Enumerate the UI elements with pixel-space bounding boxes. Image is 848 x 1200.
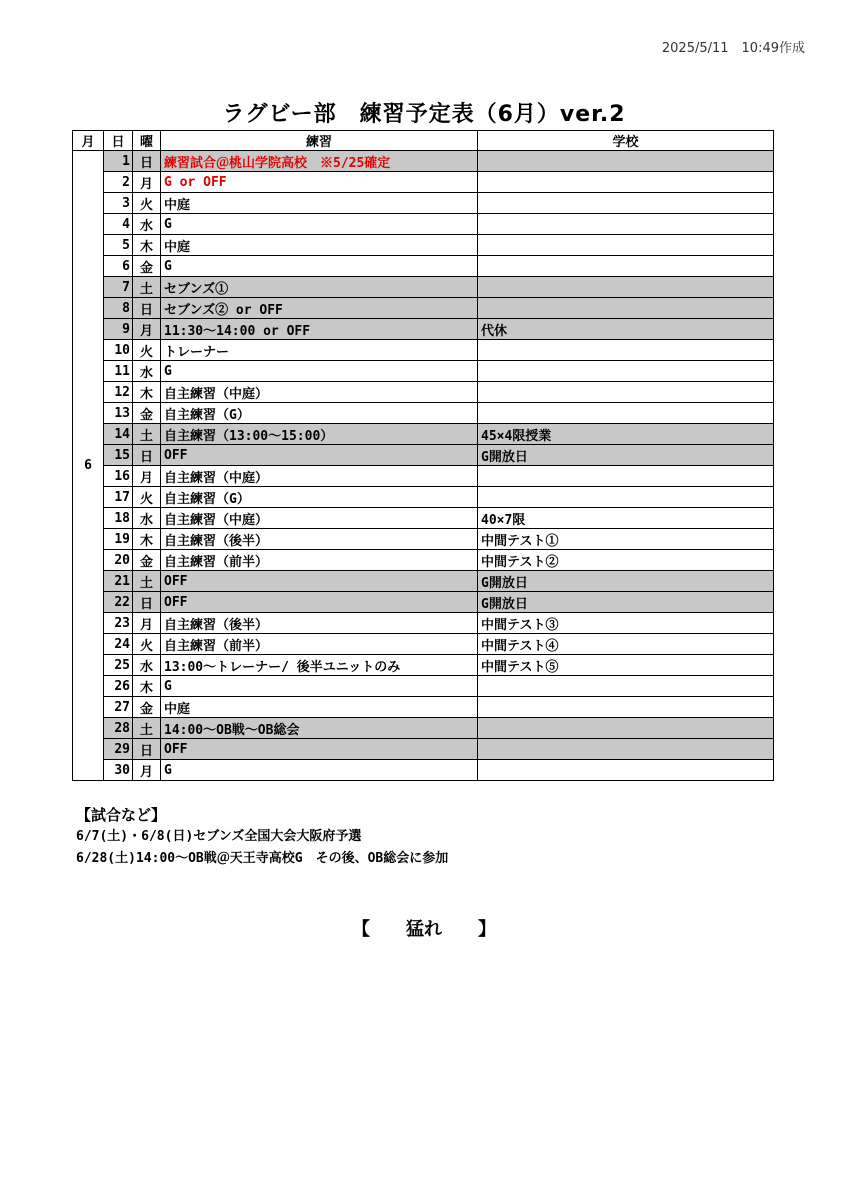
schedule-table	[72, 130, 774, 781]
day-cell: 4	[104, 214, 133, 235]
practice-cell: 自主練習（後半）	[161, 613, 478, 634]
school-cell: 中間テスト④	[478, 634, 774, 655]
school-cell	[478, 676, 774, 697]
school-cell	[478, 340, 774, 361]
weekday-cell: 火	[133, 340, 161, 361]
practice-cell: 自主練習（G）	[161, 403, 478, 424]
school-cell	[478, 235, 774, 256]
table-row	[73, 655, 774, 676]
day-cell: 13	[104, 403, 133, 424]
notes-line: 6/28(土)14:00～OB戦＠天王寺高校G その後、OB総会に参加	[76, 851, 449, 866]
weekday-cell: 水	[133, 361, 161, 382]
practice-cell: 自主練習（中庭）	[161, 508, 478, 529]
table-row	[73, 466, 774, 487]
day-cell: 24	[104, 634, 133, 655]
weekday-cell: 火	[133, 487, 161, 508]
day-cell: 7	[104, 277, 133, 298]
weekday-cell: 月	[133, 172, 161, 193]
header-day: 日	[104, 131, 133, 151]
weekday-cell: 水	[133, 655, 161, 676]
table-row	[73, 298, 774, 319]
table-row	[73, 235, 774, 256]
school-cell: 中間テスト⑤	[478, 655, 774, 676]
school-cell	[478, 739, 774, 760]
page-title: ラグビー部 練習予定表（6月）ver.2	[222, 102, 626, 127]
practice-cell: セブンズ② or OFF	[161, 298, 478, 319]
table-header-row	[73, 131, 774, 151]
school-cell	[478, 466, 774, 487]
day-cell: 26	[104, 676, 133, 697]
table-row	[73, 676, 774, 697]
day-cell: 14	[104, 424, 133, 445]
school-cell	[478, 277, 774, 298]
school-cell: 中間テスト③	[478, 613, 774, 634]
day-cell: 19	[104, 529, 133, 550]
day-cell: 2	[104, 172, 133, 193]
table-row	[73, 613, 774, 634]
school-cell	[478, 382, 774, 403]
table-row	[73, 634, 774, 655]
day-cell: 5	[104, 235, 133, 256]
header-school: 学校	[478, 131, 774, 151]
practice-cell: OFF	[161, 445, 478, 466]
day-cell: 18	[104, 508, 133, 529]
weekday-cell: 土	[133, 571, 161, 592]
table-row	[73, 508, 774, 529]
school-cell	[478, 193, 774, 214]
practice-cell: G	[161, 361, 478, 382]
practice-cell: 自主練習（後半）	[161, 529, 478, 550]
day-cell: 30	[104, 760, 133, 781]
school-cell	[478, 256, 774, 277]
day-cell: 10	[104, 340, 133, 361]
school-cell	[478, 214, 774, 235]
day-cell: 27	[104, 697, 133, 718]
school-cell: 45×4限授業	[478, 424, 774, 445]
day-cell: 22	[104, 592, 133, 613]
practice-cell: 中庭	[161, 235, 478, 256]
table-row	[73, 319, 774, 340]
weekday-cell: 月	[133, 466, 161, 487]
school-cell: 中間テスト②	[478, 550, 774, 571]
school-cell: G開放日	[478, 592, 774, 613]
notes-section	[76, 804, 448, 870]
header-practice: 練習	[161, 131, 478, 151]
school-cell: 代休	[478, 319, 774, 340]
practice-cell: 自主練習（中庭）	[161, 466, 478, 487]
notes-heading: 【試合など】	[76, 806, 167, 824]
table-row	[73, 172, 774, 193]
weekday-cell: 金	[133, 697, 161, 718]
month-cell: 6	[73, 151, 104, 781]
day-cell: 28	[104, 718, 133, 739]
table-row	[73, 340, 774, 361]
table-row	[73, 487, 774, 508]
practice-cell: OFF	[161, 739, 478, 760]
day-cell: 23	[104, 613, 133, 634]
practice-cell: 14:00～OB戦～OB総会	[161, 718, 478, 739]
school-cell	[478, 718, 774, 739]
table-row	[73, 718, 774, 739]
day-cell: 6	[104, 256, 133, 277]
weekday-cell: 日	[133, 298, 161, 319]
practice-cell: G	[161, 760, 478, 781]
school-cell	[478, 151, 774, 172]
table-row	[73, 214, 774, 235]
schedule-body	[73, 151, 774, 781]
table-row	[73, 403, 774, 424]
school-cell	[478, 361, 774, 382]
weekday-cell: 木	[133, 529, 161, 550]
table-row	[73, 151, 774, 172]
weekday-cell: 火	[133, 634, 161, 655]
school-cell	[478, 697, 774, 718]
weekday-cell: 火	[133, 193, 161, 214]
school-cell: 中間テスト①	[478, 529, 774, 550]
practice-cell: 中庭	[161, 697, 478, 718]
practice-cell: 自主練習（前半）	[161, 634, 478, 655]
practice-cell: 自主練習（前半）	[161, 550, 478, 571]
practice-cell: G	[161, 676, 478, 697]
weekday-cell: 月	[133, 613, 161, 634]
weekday-cell: 日	[133, 151, 161, 172]
table-row	[73, 361, 774, 382]
closing-slogan: 【 猛れ 】	[352, 919, 496, 940]
day-cell: 3	[104, 193, 133, 214]
practice-cell: G	[161, 256, 478, 277]
table-row	[73, 424, 774, 445]
day-cell: 12	[104, 382, 133, 403]
day-cell: 25	[104, 655, 133, 676]
school-cell: 40×7限	[478, 508, 774, 529]
created-timestamp: 2025/5/11 10:49作成	[661, 41, 805, 56]
day-cell: 21	[104, 571, 133, 592]
practice-cell: 13:00～トレーナー/ 後半ユニットのみ	[161, 655, 478, 676]
weekday-cell: 木	[133, 235, 161, 256]
weekday-cell: 水	[133, 508, 161, 529]
day-cell: 11	[104, 361, 133, 382]
notes-line: 6/7(土)・6/8(日)セブンズ全国大会大阪府予選	[76, 829, 362, 844]
table-row	[73, 592, 774, 613]
school-cell	[478, 760, 774, 781]
practice-cell: OFF	[161, 571, 478, 592]
school-cell	[478, 298, 774, 319]
practice-cell: 自主練習（13:00～15:00）	[161, 424, 478, 445]
weekday-cell: 土	[133, 424, 161, 445]
practice-cell: G or OFF	[161, 172, 478, 193]
practice-cell: 練習試合＠桃山学院高校 ※5/25確定	[161, 151, 478, 172]
day-cell: 8	[104, 298, 133, 319]
school-cell	[478, 487, 774, 508]
day-cell: 9	[104, 319, 133, 340]
practice-cell: 中庭	[161, 193, 478, 214]
table-row	[73, 697, 774, 718]
weekday-cell: 金	[133, 550, 161, 571]
day-cell: 1	[104, 151, 133, 172]
weekday-cell: 水	[133, 214, 161, 235]
table-row	[73, 382, 774, 403]
header-month: 月	[73, 131, 104, 151]
table-row	[73, 760, 774, 781]
practice-cell: セブンズ①	[161, 277, 478, 298]
day-cell: 20	[104, 550, 133, 571]
table-row	[73, 739, 774, 760]
weekday-cell: 日	[133, 592, 161, 613]
table-row	[73, 529, 774, 550]
school-cell: G開放日	[478, 571, 774, 592]
practice-cell: トレーナー	[161, 340, 478, 361]
practice-cell: 11:30～14:00 or OFF	[161, 319, 478, 340]
weekday-cell: 日	[133, 739, 161, 760]
header-dow: 曜	[133, 131, 161, 151]
day-cell: 29	[104, 739, 133, 760]
weekday-cell: 木	[133, 382, 161, 403]
weekday-cell: 月	[133, 760, 161, 781]
table-row	[73, 445, 774, 466]
day-cell: 17	[104, 487, 133, 508]
practice-cell: 自主練習（中庭）	[161, 382, 478, 403]
day-cell: 15	[104, 445, 133, 466]
weekday-cell: 木	[133, 676, 161, 697]
school-cell: G開放日	[478, 445, 774, 466]
weekday-cell: 日	[133, 445, 161, 466]
weekday-cell: 月	[133, 319, 161, 340]
table-row	[73, 277, 774, 298]
table-row	[73, 193, 774, 214]
weekday-cell: 土	[133, 277, 161, 298]
weekday-cell: 金	[133, 403, 161, 424]
school-cell	[478, 172, 774, 193]
table-row	[73, 571, 774, 592]
practice-cell: G	[161, 214, 478, 235]
weekday-cell: 土	[133, 718, 161, 739]
practice-cell: OFF	[161, 592, 478, 613]
table-row	[73, 550, 774, 571]
table-row	[73, 256, 774, 277]
weekday-cell: 金	[133, 256, 161, 277]
practice-cell: 自主練習（G）	[161, 487, 478, 508]
school-cell	[478, 403, 774, 424]
day-cell: 16	[104, 466, 133, 487]
